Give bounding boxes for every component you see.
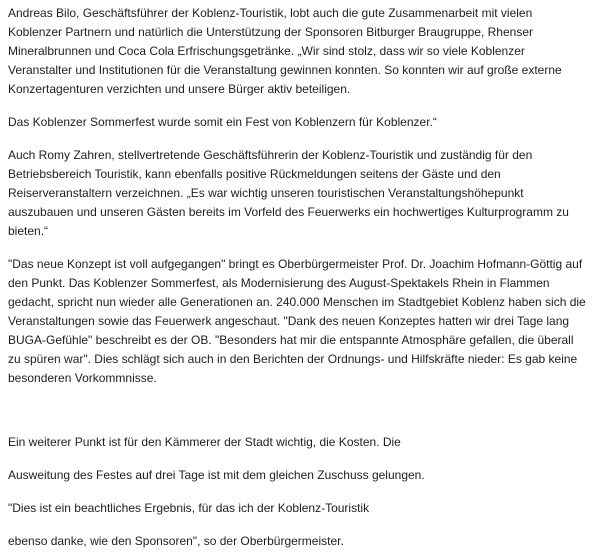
text-line: zu spüren war". Dies schlägt sich auch in den Berichten der Ordnungs- und Hilfskräfte nieder: Es gab keine (8, 352, 578, 366)
text-line: "Dies ist ein beachtliches Ergebnis, für das ich der Koblenz-Touristik (8, 501, 370, 515)
paragraph-gap (8, 132, 608, 146)
paragraph-kosten (8, 433, 608, 452)
paragraph-ob-quote (8, 255, 608, 388)
text-line: Reiserveranstaltern verzeichnen. „Es war wichtig unseren touristischen Veranstaltungshöhepunkt (8, 186, 524, 200)
paragraph-zuschuss (8, 466, 608, 485)
text-line: BUGA-Gefühle" beschreibt es der OB. "Besonders hat mir die entspannte Atmosphäre gefallen, die überall (8, 333, 574, 347)
text-line: Mineralbrunnen und Coca Cola Erfrischungsgetränke. „Wir sind stolz, dass wir so viele Koblenzer (8, 44, 525, 58)
paragraph-bilo-quote (8, 4, 608, 99)
text-line: gedacht, spricht nun wieder alle Generationen an. 240.000 Menschen im Stadtgebiet Koblenz haben sich die (8, 295, 586, 309)
paragraph-gap (8, 485, 608, 499)
paragraph-ergebnis (8, 499, 608, 518)
text-line: den Punkt. Das Koblenzer Sommerfest, als Modernisierung des August-Spektakels Rhein in Flammen (8, 276, 550, 290)
text-line: auszubauen und unseren Gästen bereits im Vorfeld des Feuerwerks ein hochwertiges Kulturprogramm zu (8, 205, 569, 219)
text-line: Ausweitung des Festes auf drei Tage ist mit dem gleichen Zuschuss gelungen. (8, 468, 425, 482)
text-line: Konzertagenturen verzichten und unsere Bürger aktiv beteiligen. (8, 82, 351, 96)
paragraph-dank (8, 532, 608, 551)
text-line: Das Koblenzer Sommerfest wurde somit ein Fest von Koblenzern für Koblenzer.“ (8, 115, 437, 129)
text-line: Ein weiterer Punkt ist für den Kämmerer der Stadt wichtig, die Kosten. Die (8, 435, 401, 449)
text-line: Andreas Bilo, Geschäftsführer der Koblenz-Touristik, lobt auch die gute Zusammenarbeit mit vielen (8, 6, 533, 20)
paragraph-gap (8, 241, 608, 255)
article-body (8, 0, 608, 551)
text-line: besonderen Vorkommnisse. (8, 371, 157, 385)
text-line: "Das neue Konzept ist voll aufgegangen" bringt es Oberbürgermeister Prof. Dr. Joachim Hofmann-Göttig auf (8, 257, 583, 271)
text-line: bieten.“ (8, 224, 49, 238)
text-line: Betriebsbereich Touristik, kann ebenfalls positive Rückmeldungen seitens der Gäste und den (8, 167, 501, 181)
paragraph-gap (8, 452, 608, 466)
text-line: ebenso danke, wie den Sponsoren", so der Oberbürgermeister. (8, 534, 344, 548)
paragraph-zahren-quote (8, 146, 608, 241)
text-line: Auch Romy Zahren, stellvertretende Geschäftsführerin der Koblenz-Touristik und zuständig für den (8, 148, 533, 162)
section-gap (8, 388, 608, 433)
paragraph-gap (8, 99, 608, 113)
text-line: Veranstaltungen sowie das Feuerwerk angeschaut. "Dank des neuen Konzeptes hatten wir drei Tage lang (8, 314, 570, 328)
paragraph-sommerfest-summary (8, 113, 608, 132)
paragraph-gap (8, 518, 608, 532)
text-line: Veranstalter und Institutionen für die Veranstaltung gewinnen konnten. So konnten wir auf große externe (8, 63, 562, 77)
text-line: Koblenzer Partnern und natürlich die Unterstützung der Sponsoren Bitburger Braugruppe, Rhenser (8, 25, 533, 39)
